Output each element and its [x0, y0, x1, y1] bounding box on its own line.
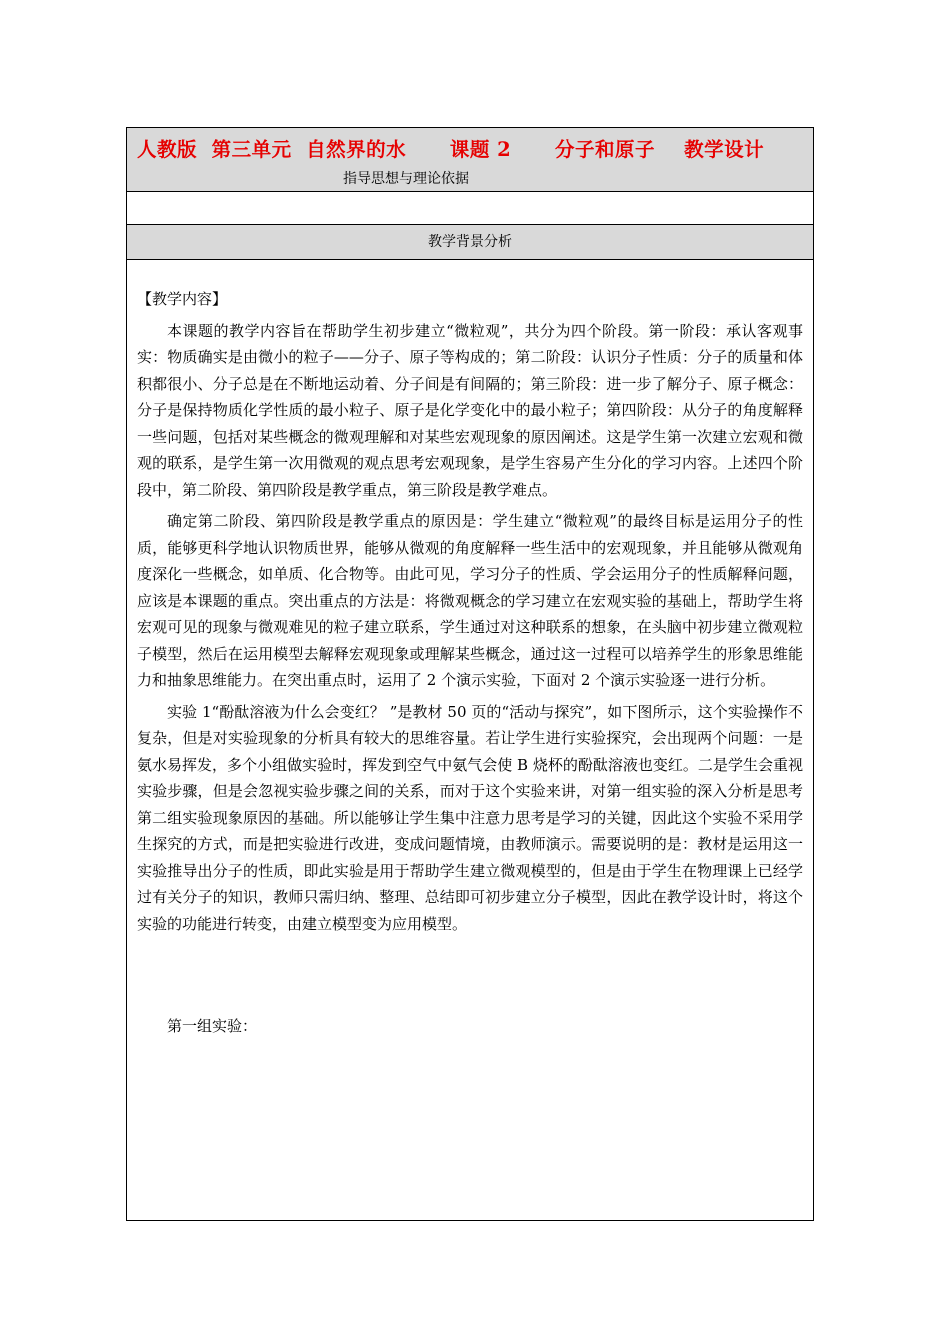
group-label: 第一组实验： [167, 1017, 258, 1035]
title-row [127, 128, 813, 192]
paragraph-3: 实验 1“酚酞溶液为什么会变红？ ”是教材 50 页的“活动与探究”，如下图所示，这个实验操作不复杂，但是对实验现象的分析具有较大的思维容量。若让学生进行实验探究，会出现两个问题：一是氨水易挥发，多个小组做实验时，挥发到空气中氨气会使 B 烧杯的酚酞溶液也变红。二是学生会重视实验步骤，但是会忽视实验步骤之间的关系，而对于这个实验来讲，对第一组实验的深入分析是思考第二组实验现象原因的基础。所以能够让学生集中注意力思考是学习的关键，因此这个实验不采用学生探究的方式，而是把实验进行改进，变成问题情境，由教师演示。需要说明的是：教材是运用这一实验推导出分子的性质，即此实验是用于帮助学生建立微观模型的，但是由于学生在物理课上已经学过有关分子的知识，教师只需归纳、整理、总结即可初步建立分子模型，因此在教学设计时，将这个实验的功能进行转变，由建立模型变为应用模型。 [137, 702, 803, 933]
empty-row [127, 192, 813, 225]
lesson-plan-table [126, 127, 814, 1221]
paragraph-2: 确定第二阶段、第四阶段是教学重点的原因是：学生建立“微粒观”的最终目标是运用分子的性质，能够更科学地认识物质世界，能够从微观的角度解释一些生活中的宏观现象，并且能够从微观角度深化一些概念，如单质、化合物等。由此可见，学习分子的性质、学会运用分子的性质解释问题，应该是本课题的重点。突出重点的方法是：将微观概念的学习建立在宏观实验的基础上，帮助学生将宏观可见的现象与微观难见的粒子建立联系，学生通过对这种联系的想象，在头脑中初步建立微观粒子模型，然后在运用模型去解释宏观现象或理解某些概念，通过这一过程可以培养学生的形象思维能力和抽象思维能力。在突出重点时，运用了 2 个演示实验，下面对 2 个演示实验逐一进行分析。 [137, 512, 803, 689]
document-title: 人教版 第三单元 自然界的水 课题 2 分子和原子 教学设计 [137, 138, 765, 161]
paragraph-1: 本课题的教学内容旨在帮助学生初步建立“微粒观”，共分为四个阶段。第一阶段：承认客观事实：物质确实是由微小的粒子——分子、原子等构成的；第二阶段：认识分子性质：分子的质量和体积都很小、分子总是在不断地运动着、分子间是有间隔的；第三阶段：进一步了解分子、原子概念：分子是保持物质化学性质的最小粒子、原子是化学变化中的最小粒子；第四阶段：从分子的角度解释一些问题，包括对某些概念的微观理解和对某些宏观现象的原因阐述。这是学生第一次建立宏观和微观的联系，是学生第一次用微观的观点思考宏观现象，是学生容易产生分化的学习内容。上述四个阶段中，第二阶段、第四阶段是教学重点，第三阶段是教学难点。 [137, 321, 803, 499]
guiding-principles-heading [127, 168, 813, 188]
guiding-principles-text: 指导思想与理论依据 [343, 171, 469, 187]
content-cell [127, 260, 813, 1040]
teaching-background-heading: 教学背景分析 [127, 225, 813, 260]
content-label: 【教学内容】 [137, 290, 228, 308]
